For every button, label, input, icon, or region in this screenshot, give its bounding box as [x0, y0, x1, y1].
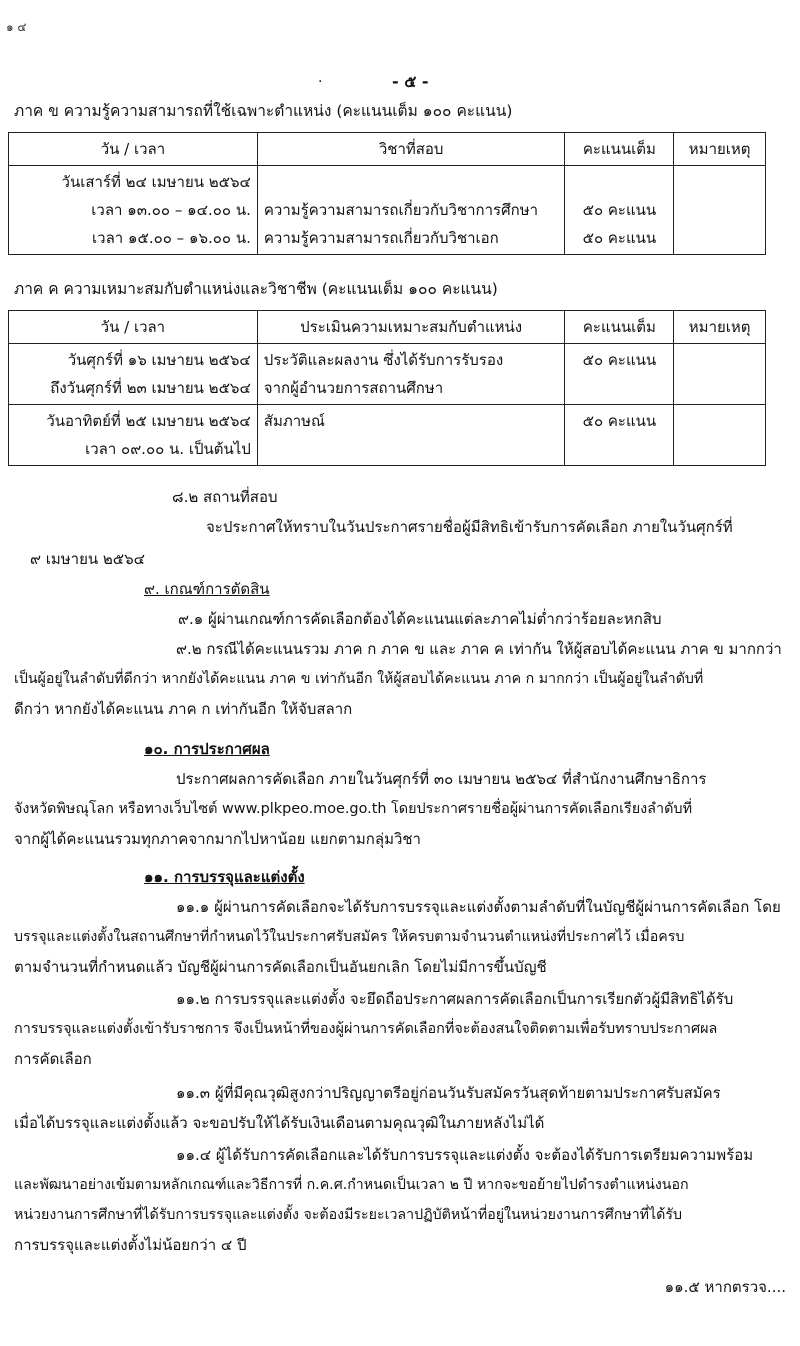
- s9-p2-line: ดีกว่า หากยังได้คะแนน ภาค ก เท่ากันอีก ให้จับสลาก: [14, 700, 353, 718]
- col-header-score: คะแนนเต็ม: [565, 311, 674, 344]
- table-header-row: [9, 311, 766, 344]
- table-row: [9, 405, 766, 466]
- date-cell: [9, 344, 258, 405]
- exam-date: วันศุกร์ที่ ๑๖ เมษายน ๒๕๖๔: [67, 351, 251, 369]
- exam-time: เวลา ๑๓.๐๐ – ๑๔.๐๐ น.: [91, 201, 251, 219]
- assessment-item: สัมภาษณ์: [263, 412, 325, 430]
- assessment-item: จากผู้อำนวยการสถานศึกษา: [263, 379, 444, 397]
- col-header-date: วัน / เวลา: [9, 311, 258, 344]
- section-b-table: [8, 132, 766, 255]
- s11-p1-line: ๑๑.๑ ผู้ผ่านการคัดเลือกจะได้รับการบรรจุและแต่งตั้งตามลำดับที่ในบัญชีผู้ผ่านการคัดเลือก โดย: [176, 898, 781, 916]
- score-cell: [565, 166, 674, 255]
- exam-score: ๕๐ คะแนน: [582, 229, 657, 247]
- table-header-row: [9, 133, 766, 166]
- s10-line: จังหวัดพิษณุโลก หรือทางเว็บไซต์ www.plkpeo.moe.go.th โดยประกาศรายชื่อผู้ผ่านการคัดเลือกเรียงลำดับที่: [14, 801, 693, 817]
- s11-p2-line: ๑๑.๒ การบรรจุและแต่งตั้ง จะยึดถือประกาศผลการคัดเลือกเป็นการเรียกตัวผู้มีสิทธิได้รับ: [176, 990, 734, 1008]
- date-cell: [9, 166, 258, 255]
- date-cell: [9, 405, 258, 466]
- note-cell: [674, 166, 766, 255]
- subject-cell: [257, 166, 565, 255]
- page-number: - ๕ -: [392, 72, 429, 91]
- s10-title: ๑๐. การประกาศผล: [144, 740, 270, 758]
- exam-date: ถึงวันศุกร์ที่ ๒๓ เมษายน ๒๕๖๔: [50, 379, 251, 397]
- s10-line: จากผู้ได้คะแนนรวมทุกภาคจากมากไปหาน้อย แยกตามกลุ่มวิชา: [14, 830, 421, 848]
- exam-time: เวลา ๐๙.๐๐ น. เป็นต้นไป: [85, 440, 251, 458]
- exam-subject: ความรู้ความสามารถเกี่ยวกับวิชาเอก: [263, 229, 499, 247]
- s11-p2-line: การบรรจุและแต่งตั้งเข้ารับราชการ จึงเป็นหน้าที่ของผู้ผ่านการคัดเลือกที่จะต้องสนใจติดตามเพื่อรับทราบประกาศผล: [14, 1021, 718, 1037]
- exam-score: ๕๐ คะแนน: [582, 201, 657, 219]
- s8-2-line: ๙ เมษายน ๒๕๖๔: [30, 550, 146, 568]
- assessment-item: ประวัติและผลงาน ซึ่งได้รับการรับรอง: [263, 351, 504, 369]
- s11-p1-line: ตามจำนวนที่กำหนดแล้ว บัญชีผู้ผ่านการคัดเลือกเป็นอันยกเลิก โดยไม่มีการขึ้นบัญชี: [14, 958, 547, 976]
- s11-p4-line: ๑๑.๔ ผู้ได้รับการคัดเลือกและได้รับการบรรจุและแต่งตั้ง จะต้องได้รับการเตรียมความพร้อม: [176, 1146, 754, 1164]
- col-header-score: คะแนนเต็ม: [565, 133, 674, 166]
- exam-date: วันอาทิตย์ที่ ๒๕ เมษายน ๒๕๖๔: [46, 412, 251, 430]
- section-c-table: [8, 310, 766, 466]
- s9-p1: ๙.๑ ผู้ผ่านเกณฑ์การคัดเลือกต้องได้คะแนนแต่ละภาคไม่ต่ำกว่าร้อยละหกสิบ: [178, 610, 662, 628]
- exam-date: วันเสาร์ที่ ๒๔ เมษายน ๒๕๖๔: [61, 173, 251, 191]
- subject-cell: [257, 405, 565, 466]
- note-cell: [674, 405, 766, 466]
- col-header-date: วัน / เวลา: [9, 133, 258, 166]
- s11-p4-line: และพัฒนาอย่างเข้มตามหลักเกณฑ์และวิธีการที่ ก.ค.ศ.กำหนดเป็นเวลา ๒ ปี หากจะขอย้ายไปดำรงตำแหน่งนอก: [14, 1177, 689, 1193]
- exam-time: เวลา ๑๕.๐๐ – ๑๖.๐๐ น.: [92, 229, 251, 247]
- exam-score: ๕๐ คะแนน: [582, 412, 657, 430]
- exam-score: ๕๐ คะแนน: [582, 351, 657, 369]
- subject-cell: [257, 344, 565, 405]
- s8-2-line: จะประกาศให้ทราบในวันประกาศรายชื่อผู้มีสิทธิเข้ารับการคัดเลือก ภายในวันศุกร์ที่: [206, 518, 733, 536]
- score-cell: [565, 405, 674, 466]
- s8-2-title: ๘.๒ สถานที่สอบ: [172, 488, 278, 506]
- s11-p4-line: หน่วยงานการศึกษาที่ได้รับการบรรจุและแต่งตั้ง จะต้องมีระยะเวลาปฏิบัติหน้าที่อยู่ในหน่วยงานการศึกษาที่ได้รับ: [14, 1207, 682, 1223]
- col-header-note: หมายเหตุ: [674, 311, 766, 344]
- s11-p1-line: บรรจุและแต่งตั้งในสถานศึกษาที่กำหนดไว้ในประกาศรับสมัคร ให้ครบตามจำนวนตำแหน่งที่ประกาศไว้ เมื่อครบ: [14, 929, 685, 945]
- col-header-note: หมายเหตุ: [674, 133, 766, 166]
- s9-title: ๙. เกณฑ์การตัดสิน: [144, 580, 270, 598]
- s11-p3-line: เมื่อได้บรรจุและแต่งตั้งแล้ว จะขอปรับให้ได้รับเงินเดือนตามคุณวุฒิในภายหลังไม่ได้: [14, 1114, 545, 1132]
- table-row: [9, 344, 766, 405]
- score-cell: [565, 344, 674, 405]
- table-row: [9, 166, 766, 255]
- exam-subject: ความรู้ความสามารถเกี่ยวกับวิชาการศึกษา: [263, 201, 539, 219]
- continuation-marker: ๑๑.๕ หากตรวจ....: [664, 1278, 786, 1296]
- section-c-title: ภาค ค ความเหมาะสมกับตำแหน่งและวิชาชีพ (คะแนนเต็ม ๑๐๐ คะแนน): [14, 280, 498, 298]
- s9-p2-line: เป็นผู้อยู่ในลำดับที่ดีกว่า หากยังได้คะแนน ภาค ข เท่ากันอีก ให้ผู้สอบได้คะแนน ภาค ก มากกว่า เป็นผู้อยู่ในลำดับที่: [14, 671, 704, 687]
- corner-mark: ๑ ๔: [6, 20, 27, 34]
- section-b-title: ภาค ข ความรู้ความสามารถที่ใช้เฉพาะตำแหน่ง (คะแนนเต็ม ๑๐๐ คะแนน): [14, 102, 513, 120]
- s11-p2-line: การคัดเลือก: [14, 1050, 92, 1068]
- s10-line: ประกาศผลการคัดเลือก ภายในวันศุกร์ที่ ๓๐ เมษายน ๒๕๖๔ ที่สำนักงานศึกษาธิการ: [176, 770, 707, 788]
- s9-p2-line: ๙.๒ กรณีได้คะแนนรวม ภาค ก ภาค ข และ ภาค ค เท่ากัน ให้ผู้สอบได้คะแนน ภาค ข มากกว่า: [176, 640, 782, 658]
- s11-p3-line: ๑๑.๓ ผู้ที่มีคุณวุฒิสูงกว่าปริญญาตรีอยู่ก่อนวันรับสมัครวันสุดท้ายตามประกาศรับสมัคร: [176, 1084, 721, 1102]
- col-header-subject: วิชาที่สอบ: [257, 133, 565, 166]
- note-cell: [674, 344, 766, 405]
- stray-dot: .: [318, 70, 323, 86]
- s11-title: ๑๑. การบรรจุและแต่งตั้ง: [144, 868, 305, 886]
- col-header-assessment: ประเมินความเหมาะสมกับตำแหน่ง: [257, 311, 565, 344]
- s11-p4-line: การบรรจุและแต่งตั้งไม่น้อยกว่า ๔ ปี: [14, 1236, 247, 1254]
